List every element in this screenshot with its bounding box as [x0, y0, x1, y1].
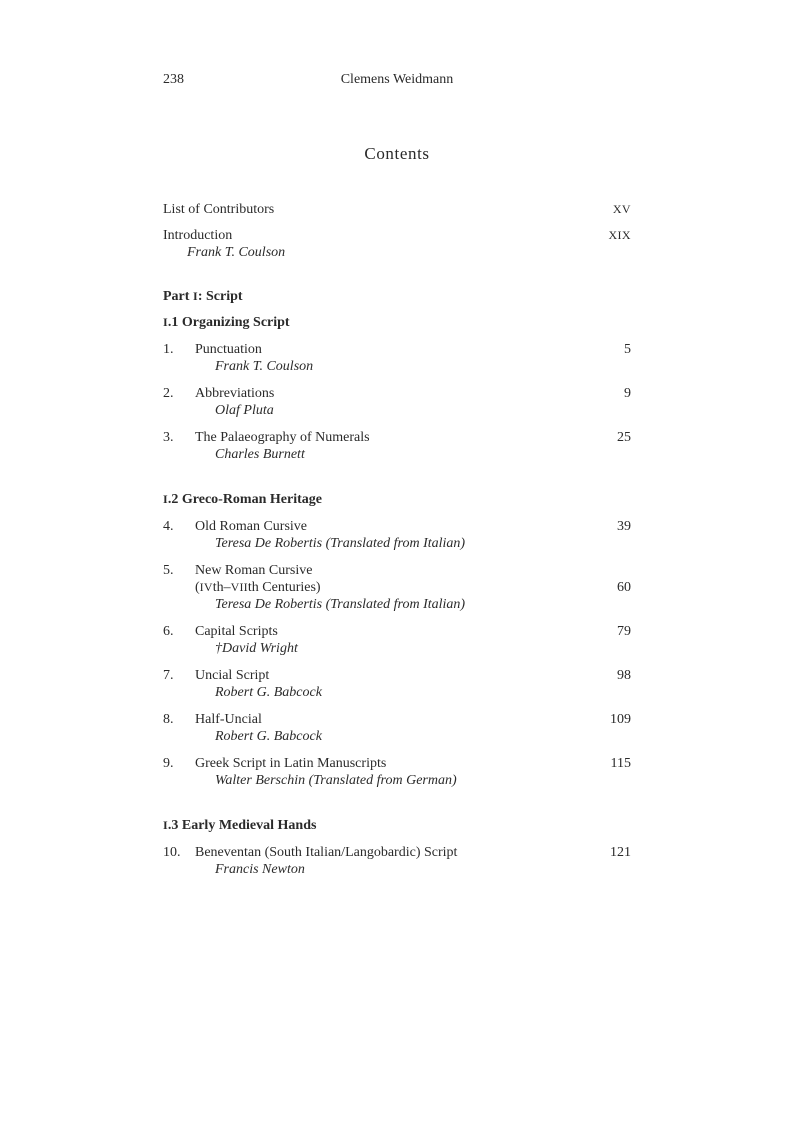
century-numeral: VII: [230, 580, 248, 594]
toc-entry: [163, 623, 631, 657]
entry-title: Beneventan (South Italian/Langobardic) Script: [195, 845, 458, 860]
entry-page: 5: [624, 342, 631, 357]
section-early-medieval-hands: [163, 817, 631, 878]
entry-page: 25: [617, 430, 631, 445]
entry-author: Frank T. Coulson: [215, 359, 314, 374]
entry-author: Robert G. Babcock: [215, 729, 322, 744]
section-title: .1 Organizing Script: [167, 315, 290, 330]
entry-number: 4.: [163, 519, 174, 534]
entry-row: [163, 711, 631, 728]
section-heading: [163, 817, 631, 834]
entry-title: Punctuation: [195, 342, 262, 357]
toc-entry: [163, 667, 631, 701]
front-item-row: [163, 227, 631, 244]
toc-entry: [163, 385, 631, 419]
entry-author: †David Wright: [215, 641, 298, 656]
part-numeral: I: [192, 289, 198, 303]
century-numeral: IV: [199, 580, 213, 594]
front-item-page: XV: [612, 202, 631, 216]
entry-row: [163, 385, 631, 402]
entry-row: [163, 755, 631, 772]
entry-row: [163, 579, 631, 596]
entry-page: 121: [610, 845, 631, 860]
front-item-row: [163, 201, 631, 218]
entry-number: 6.: [163, 624, 174, 639]
entry-author: Olaf Pluta: [215, 403, 274, 418]
entry-number: 5.: [163, 563, 174, 578]
running-head: [163, 71, 631, 88]
entry-number: 7.: [163, 668, 174, 683]
entry-row: [163, 623, 631, 640]
part-heading: [163, 288, 631, 305]
entry-title: New Roman Cursive: [195, 563, 313, 578]
entry-title: Greek Script in Latin Manuscripts: [195, 756, 387, 771]
entry-row: [163, 562, 631, 579]
front-item-title: List of Contributors: [163, 202, 275, 217]
toc-front-item: [163, 227, 631, 261]
text-segment: th Centuries): [247, 580, 321, 595]
toc-entry: [163, 429, 631, 463]
front-item-title: Introduction: [163, 228, 233, 243]
entry-author: Charles Burnett: [215, 447, 305, 462]
section-numeral: I: [163, 315, 168, 329]
entry-number: 9.: [163, 756, 174, 771]
entry-row: [163, 341, 631, 358]
section-heading: [163, 314, 631, 331]
entry-row: [163, 844, 631, 861]
front-item-page: XIX: [608, 228, 631, 242]
entry-number: 10.: [163, 845, 181, 860]
entry-title: The Palaeography of Numerals: [195, 430, 370, 445]
entry-row: [163, 667, 631, 684]
entry-author: Teresa De Robertis (Translated from Italian): [215, 597, 466, 612]
front-matter: [163, 201, 631, 261]
entry-number: 8.: [163, 712, 174, 727]
folio-page-number: 238: [163, 72, 184, 87]
section-title: .3 Early Medieval Hands: [167, 818, 317, 833]
entry-author: Walter Berschin (Translated from German): [215, 773, 457, 788]
entry-page: 60: [617, 580, 631, 595]
toc-entry: [163, 711, 631, 745]
entry-page: 9: [624, 386, 631, 401]
toc-entry: [163, 518, 631, 552]
entry-title: Uncial Script: [195, 668, 270, 683]
entry-page: 39: [617, 519, 631, 534]
running-header-author: Clemens Weidmann: [340, 72, 454, 87]
toc-entry: [163, 844, 631, 878]
section-heading: [163, 491, 631, 508]
toc-entry: [163, 562, 631, 613]
section-numeral: I: [163, 492, 168, 506]
entry-author: Robert G. Babcock: [215, 685, 322, 700]
entry-number: 2.: [163, 386, 174, 401]
entry-number: 3.: [163, 430, 174, 445]
front-item-author: Frank T. Coulson: [187, 245, 286, 260]
entry-author: Teresa De Robertis (Translated from Italian): [215, 536, 466, 551]
part-label: Part: [163, 289, 193, 304]
entry-title-line2: [195, 579, 603, 596]
entry-page: 79: [617, 624, 631, 639]
entry-title: Abbreviations: [195, 386, 275, 401]
section-title: .2 Greco-Roman Heritage: [167, 492, 322, 507]
contents-title: Contents: [364, 144, 430, 163]
entry-row: [163, 518, 631, 535]
toc-entry: [163, 341, 631, 375]
toc-entry: [163, 755, 631, 789]
entry-page: 98: [617, 668, 631, 683]
toc-front-item: [163, 201, 631, 218]
entry-title: Half-Uncial: [195, 712, 262, 727]
section-numeral: I: [163, 818, 168, 832]
section-organizing-script: [163, 314, 631, 463]
entry-number: 1.: [163, 342, 174, 357]
text-segment: th–: [212, 580, 231, 595]
text-segment: (: [195, 580, 200, 595]
entry-row: [163, 429, 631, 446]
entry-author: Francis Newton: [215, 862, 305, 877]
entry-title: Old Roman Cursive: [195, 519, 307, 534]
entry-page: 109: [610, 712, 631, 727]
entry-title: Capital Scripts: [195, 624, 278, 639]
entry-page: 115: [610, 756, 631, 771]
section-greco-roman-heritage: [163, 491, 631, 789]
part-title: : Script: [197, 289, 243, 304]
